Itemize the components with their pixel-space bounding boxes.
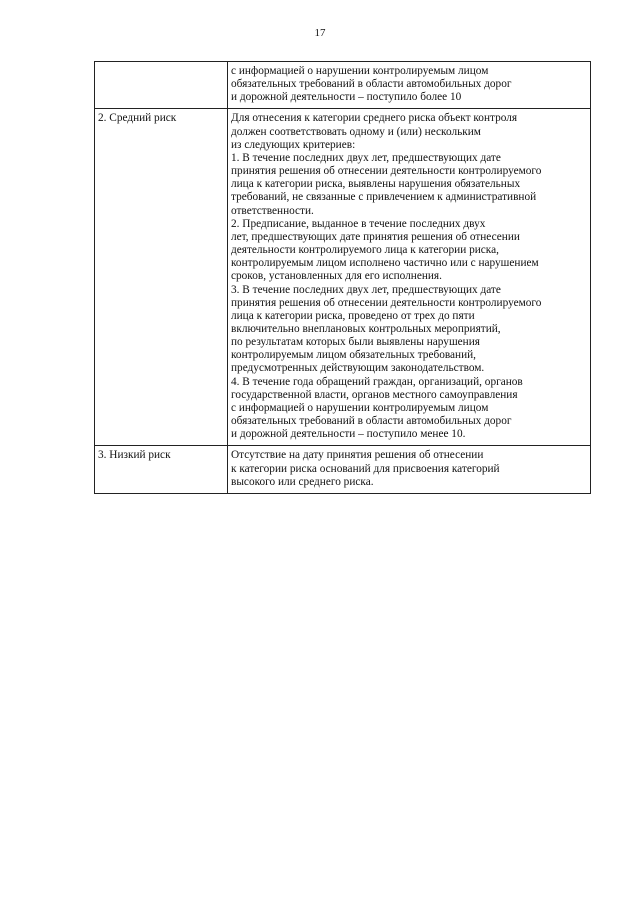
criteria-text-line: принятия решения об отнесении деятельности контролируемого xyxy=(231,165,542,178)
risk-criteria-cell xyxy=(228,109,591,446)
criteria-text-line: деятельности контролируемого лица к категории риска, xyxy=(231,244,499,257)
risk-criteria-table xyxy=(94,61,591,494)
criteria-text-line: лица к категории риска, проведено от трех до пяти xyxy=(231,309,475,322)
criteria-text-line: 1. В течение последних двух лет, предшествующих дате xyxy=(231,151,501,164)
criteria-text-line: с информацией о нарушении контролируемым лицом xyxy=(231,401,489,414)
criteria-text-line: высокого или среднего риска. xyxy=(231,475,374,488)
criteria-text-line: сроков, установленных для его исполнения. xyxy=(231,270,442,283)
risk-category-cell: 3. Низкий риск xyxy=(95,446,228,493)
criteria-text-line: 2. Предписание, выданное в течение последних двух xyxy=(231,217,486,230)
risk-criteria-cell xyxy=(228,446,591,493)
criteria-text-line: Для отнесения к категории среднего риска объект контроля xyxy=(231,112,518,125)
criteria-text-line: контролируемым лицом исполнено частично или с нарушением xyxy=(231,257,539,270)
table-row xyxy=(95,109,591,446)
criteria-text-line: лица к категории риска, выявлены нарушения обязательных xyxy=(231,178,521,191)
criteria-text-line: 3. В течение последних двух лет, предшествующих дате xyxy=(231,283,501,296)
criteria-text-line: по результатам которых были выявлены нарушения xyxy=(231,336,480,349)
risk-category-cell: 2. Средний риск xyxy=(95,109,228,446)
table-row xyxy=(95,446,591,493)
criteria-text-line: включительно внеплановых контрольных мероприятий, xyxy=(231,322,501,335)
criteria-text-line: с информацией о нарушении контролируемым лицом xyxy=(231,65,489,77)
criteria-text-line: должен соответствовать одному и (или) нескольким xyxy=(231,125,481,138)
criteria-text-line: обязательных требований в области автомобильных дорог xyxy=(231,78,512,91)
criteria-text-line: государственной власти, органов местного самоуправления xyxy=(231,388,518,401)
table-row xyxy=(95,62,591,109)
criteria-text-line: обязательных требований в области автомобильных дорог xyxy=(231,415,512,428)
risk-category-cell xyxy=(95,62,228,109)
risk-criteria-cell xyxy=(228,62,591,109)
criteria-text-line: принятия решения об отнесении деятельности контролируемого xyxy=(231,296,542,309)
criteria-text-line: Отсутствие на дату принятия решения об отнесении xyxy=(231,449,484,462)
criteria-text-line: контролируемым лицом обязательных требований, xyxy=(231,349,477,362)
criteria-text-line: и дорожной деятельности – поступило более 10 xyxy=(231,91,462,104)
criteria-text-line: из следующих критериев: xyxy=(231,138,356,151)
criteria-text-line: 4. В течение года обращений граждан, организаций, органов xyxy=(231,375,523,388)
criteria-text-line: лет, предшествующих дате принятия решения об отнесении xyxy=(231,230,520,243)
criteria-text-line: к категории риска оснований для присвоения категорий xyxy=(231,462,500,475)
criteria-text-line: требований, не связанные с привлечением к административной xyxy=(231,191,537,204)
criteria-text-line: предусмотренных действующим законодательством. xyxy=(231,362,485,375)
criteria-text-line: и дорожной деятельности – поступило менее 10. xyxy=(231,428,466,441)
criteria-text-line: ответственности. xyxy=(231,204,314,217)
page-number: 17 xyxy=(314,27,326,39)
